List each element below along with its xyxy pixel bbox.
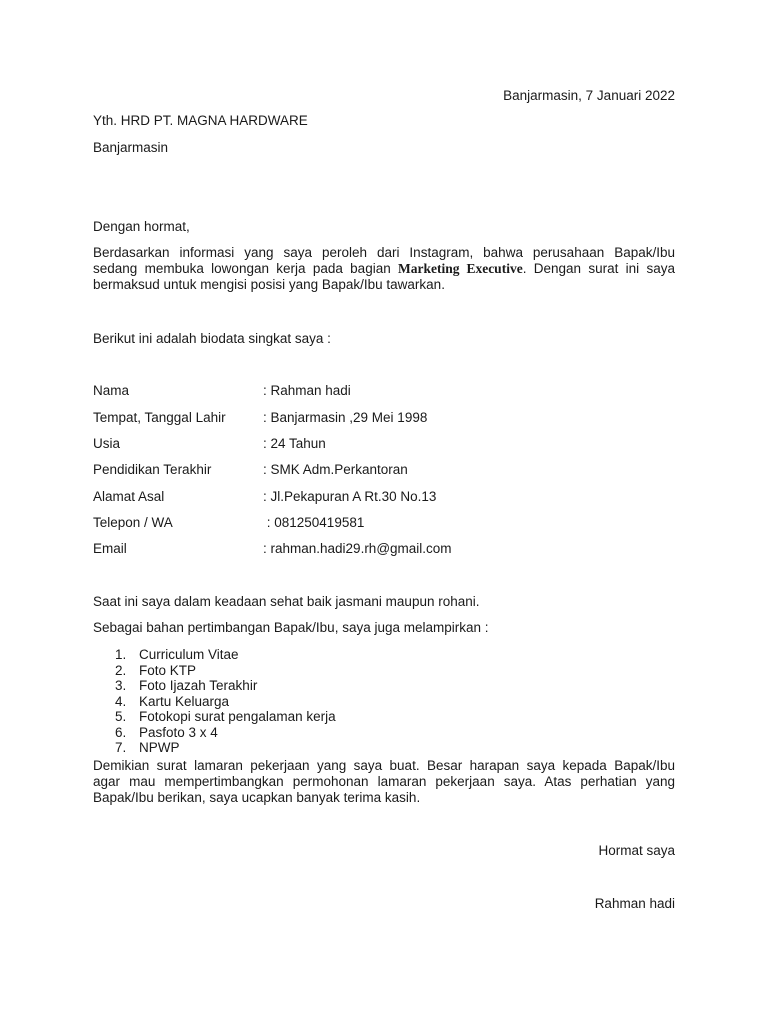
- bio-label: Nama: [93, 383, 130, 398]
- list-number: 6.: [115, 724, 127, 740]
- intro-line-1: Berdasarkan informasi yang saya peroleh dari Instagram, bahwa perusahaan Bapak/Ibu: [93, 245, 675, 260]
- intro-line-2-before: sedang membuka lowongan kerja pada bagian: [93, 261, 399, 276]
- closing-paragraph: [93, 758, 675, 806]
- intro-line-2-after: . Dengan surat ini saya: [522, 261, 675, 276]
- bio-value: : Rahman hadi: [263, 383, 351, 398]
- bio-value: : Banjarmasin ,29 Mei 1998: [263, 410, 428, 425]
- list-item-text: Curriculum Vitae: [139, 647, 239, 662]
- intro-line-2: [93, 261, 675, 277]
- bio-label: Email: [93, 541, 127, 556]
- list-number: 1.: [115, 647, 127, 662]
- list-item-text: Foto Ijazah Terakhir: [139, 678, 258, 693]
- list-item-text: Fotokopi surat pengalaman kerja: [139, 709, 336, 724]
- bio-label: Alamat Asal: [93, 489, 165, 504]
- recipient-line-1: Yth. HRD PT. MAGNA HARDWARE: [93, 113, 308, 128]
- bio-label: Pendidikan Terakhir: [93, 462, 212, 477]
- attachments-intro: Sebagai bahan pertimbangan Bapak/Ibu, saya juga melampirkan :: [93, 620, 489, 635]
- closing-line-2: agar mau mempertimbangkan permohonan lamaran pekerjaan saya. Atas perhatian yang: [93, 774, 675, 789]
- list-number: 2.: [115, 662, 127, 678]
- bio-value: : 081250419581: [263, 515, 365, 530]
- list-item-text: Kartu Keluarga: [139, 693, 230, 709]
- recipient-line-2: Banjarmasin: [93, 140, 169, 155]
- bio-value: : SMK Adm.Perkantoran: [263, 462, 408, 477]
- bio-label: Usia: [93, 436, 121, 451]
- intro-paragraph: [93, 245, 675, 293]
- list-item-text: Pasfoto 3 x 4: [139, 724, 218, 740]
- bio-value: : 24 Tahun: [263, 436, 326, 451]
- list-number: 7.: [115, 740, 127, 755]
- health-statement: Saat ini saya dalam keadaan sehat baik jasmani maupun rohani.: [93, 594, 480, 609]
- signoff: Hormat saya: [598, 843, 675, 858]
- list-number: 5.: [115, 709, 127, 724]
- closing-line-3: Bapak/Ibu berikan, saya ucapkan banyak terima kasih.: [93, 790, 421, 805]
- signature-name: Rahman hadi: [594, 896, 675, 911]
- place-date: Banjarmasin, 7 Januari 2022: [503, 88, 675, 103]
- intro-line-3: bermaksud untuk mengisi posisi yang Bapak/Ibu tawarkan.: [93, 277, 445, 292]
- job-position: Marketing Executive: [398, 261, 523, 276]
- bio-value: : Jl.Pekapuran A Rt.30 No.13: [263, 489, 437, 504]
- list-number: 3.: [115, 678, 127, 693]
- list-number: 4.: [115, 693, 127, 709]
- list-item-text: NPWP: [139, 740, 180, 755]
- list-item-text: Foto KTP: [139, 662, 197, 678]
- bio-value: : rahman.hadi29.rh@gmail.com: [263, 541, 452, 556]
- bio-label: Tempat, Tanggal Lahir: [93, 410, 226, 425]
- greeting: Dengan hormat,: [93, 219, 190, 234]
- closing-line-1: Demikian surat lamaran pekerjaan yang saya buat. Besar harapan saya kepada Bapak/Ibu: [93, 758, 675, 773]
- bio-intro: Berikut ini adalah biodata singkat saya :: [93, 331, 331, 346]
- bio-label: Telepon / WA: [93, 515, 173, 530]
